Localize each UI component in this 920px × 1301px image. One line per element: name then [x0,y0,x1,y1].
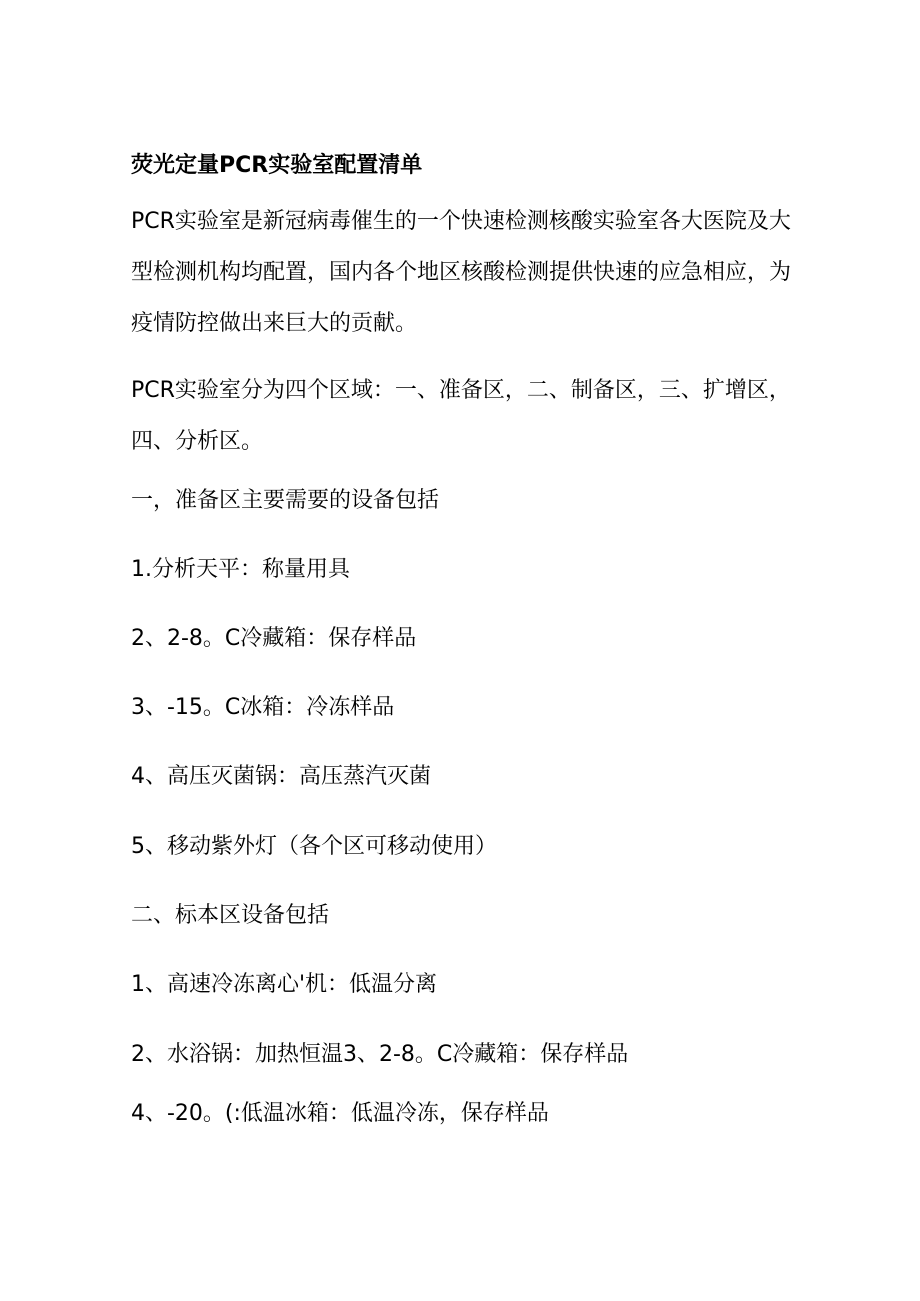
section2-item: 1、高速冷冻离心'机：低温分离 [131,972,438,997]
section1-heading: 一，准备区主要需要的设备包括 [131,488,440,513]
section1-item: 3、-15。C冰箱：冷冻样品 [131,695,395,720]
zones-line: 四、分析区。 [131,429,264,454]
section2-item: 2、水浴锅：加热恒温3、2-8。C冷藏箱：保存样品 [131,1042,629,1067]
section1-item: 5、移动紫外灯（各个区可移动使用） [131,834,497,859]
intro-paragraph [131,196,791,349]
zones-paragraph [131,365,791,467]
section1-item: 4、高压灭菌锅：高压蒸汽灭菌 [131,764,431,789]
intro-line: PCR实验室是新冠病毒催生的一个快速检测核酸实验室各大医院及大 [131,209,791,234]
section2-item: 4、-20。(:低温冰箱：低温冷冻，保存样品 [131,1101,549,1126]
section2-heading: 二、标本区设备包括 [131,903,330,928]
section1-item: 2、2-8。C冷藏箱：保存样品 [131,626,417,651]
document-title: 荧光定量PCR实验室配置清单 [131,153,423,178]
intro-line: 型检测机构均配置，国内各个地区核酸检测提供快速的应急相应，为 [131,260,792,285]
zones-line: PCR实验室分为四个区域：一、准备区，二、制备区，三、扩增区， [131,378,791,403]
section1-item: 1.分析天平：称量用具 [131,557,350,582]
intro-line: 疫情防控做出来巨大的贡献。 [131,311,418,336]
